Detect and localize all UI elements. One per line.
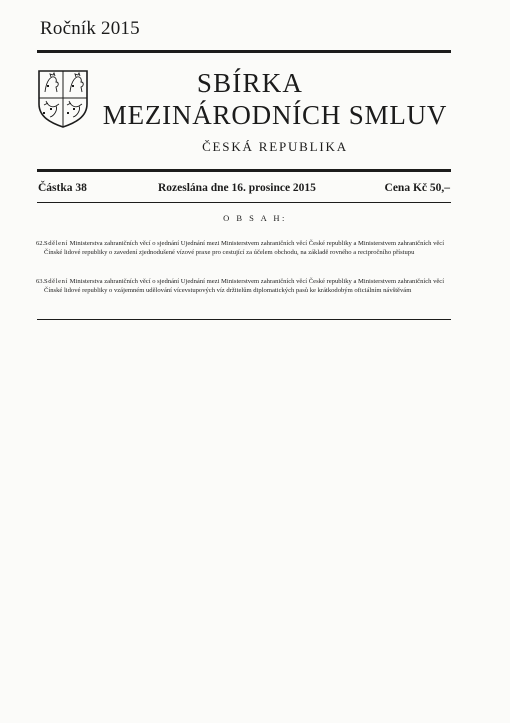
contents-heading: O B S A H: — [223, 213, 287, 223]
volume-year: Ročník 2015 — [40, 18, 140, 39]
item-number: 63. — [36, 278, 45, 285]
header-rule — [37, 169, 451, 172]
country-subtitle: ČESKÁ REPUBLIKA — [202, 139, 348, 154]
distribution-date: Rozeslána dne 16. prosince 2015 — [158, 182, 316, 194]
contents-item — [36, 239, 454, 258]
collection-title-line1: SBÍRKA — [196, 68, 304, 98]
issue-number: Částka 38 — [38, 182, 87, 194]
item-text: Ministerstva zahraničních věcí o sjednání Ujednání mezi Ministerstvem zahraničních věcí České republiky a Ministerstvem zahraničních věcí Čínské lidové republiky o vzájemném udělování vícevstupových víz držitelům diplomatických pasů ke krátkodobým oficiálním návštěvám — [44, 278, 445, 295]
issue-bar-rule — [37, 202, 451, 203]
item-lead-word: Sdělení — [44, 240, 68, 247]
coat-of-arms-emblem — [38, 70, 88, 128]
contents-bottom-rule — [37, 319, 451, 320]
contents-item — [36, 277, 454, 296]
collection-title-line2: MEZINÁRODNÍCH SMLUV — [102, 100, 448, 130]
issue-price: Cena Kč 50,– — [384, 182, 450, 194]
top-rule — [37, 50, 451, 53]
item-number: 62. — [36, 240, 45, 247]
item-lead-word: Sdělení — [44, 278, 68, 285]
item-text: Ministerstva zahraničních věcí o sjednání Ujednání mezi Ministerstvem zahraničních věcí České republiky a Ministerstvem zahraničních věcí Čínské lidové republiky o zavedení zjednodušené vízové praxe pro cestující za účelem obchodu, na základě rovného a recipročního přístupu — [44, 240, 445, 257]
